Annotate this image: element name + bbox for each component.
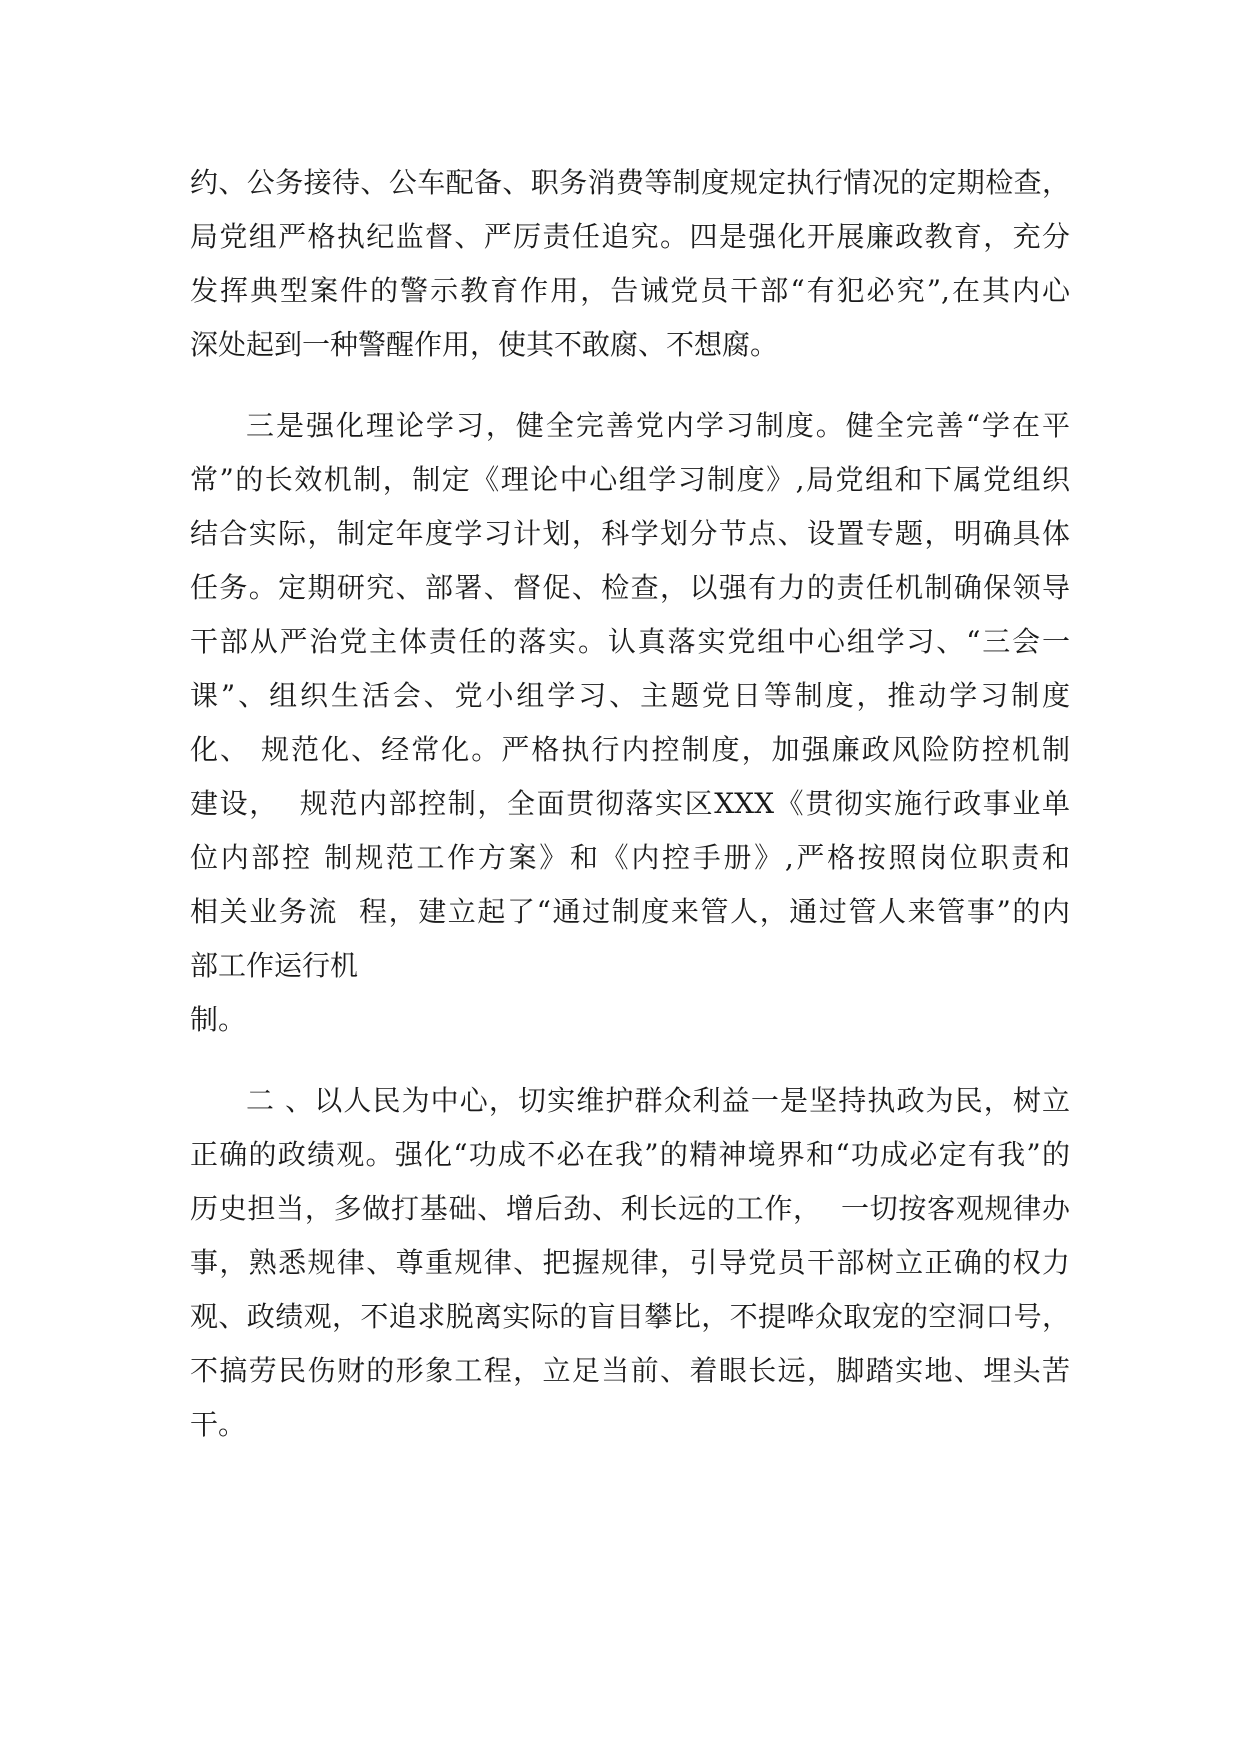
text-line: 不搞劳民伤财的形象工程，立足当前、着眼长远，脚踏实地、埋头苦 bbox=[190, 1354, 1070, 1387]
text-line: 位内部控 制规范工作方案》和《内控手册》,严格按照岗位职责和 bbox=[190, 841, 1070, 874]
text-line: 干部从严治党主体责任的落实。认真落实党组中心组学习、“三会一 bbox=[190, 625, 1070, 658]
text-line: 建设， 规范内部控制，全面贯彻落实区XXX《贯彻实施行政事业单 bbox=[190, 787, 1070, 820]
text-line: 发挥典型案件的警示教育作用，告诫党员干部“有犯必究”,在其内心 bbox=[190, 274, 1070, 307]
text-line: 常”的长效机制，制定《理论中心组学习制度》,局党组和下属党组织 bbox=[190, 463, 1070, 496]
text-line: 二 、以人民为中心，切实维护群众利益一是坚持执政为民，树立 bbox=[246, 1084, 1070, 1117]
text-line: 化、 规范化、经常化。严格执行内控制度，加强廉政风险防控机制 bbox=[190, 733, 1070, 766]
document-body bbox=[190, 156, 1070, 1479]
paragraph-2 bbox=[190, 399, 1070, 1047]
text-line: 事，熟悉规律、尊重规律、把握规律，引导党员干部树立正确的权力 bbox=[190, 1246, 1070, 1279]
text-line: 结合实际，制定年度学习计划，科学划分节点、设置专题，明确具体 bbox=[190, 517, 1070, 550]
text-line: 局党组严格执纪监督、严厉责任追究。四是强化开展廉政教育，充分 bbox=[190, 220, 1070, 253]
text-line: 任务。定期研究、部署、督促、检查，以强有力的责任机制确保领导 bbox=[190, 571, 1070, 604]
text-line: 深处起到一种警醒作用，使其不敢腐、不想腐。 bbox=[190, 328, 779, 361]
text-line: 三是强化理论学习，健全完善党内学习制度。健全完善“学在平 bbox=[246, 409, 1070, 442]
text-line: 课”、组织生活会、党小组学习、主题党日等制度，推动学习制度 bbox=[190, 679, 1070, 712]
text-line: 制。 bbox=[190, 1003, 247, 1036]
text-line: 正确的政绩观。强化“功成不必在我”的精神境界和“功成必定有我”的 bbox=[190, 1138, 1070, 1171]
paragraph-1 bbox=[190, 156, 1070, 372]
text-line: 干。 bbox=[190, 1408, 247, 1441]
text-line: 约、公务接待、公车配备、职务消费等制度规定执行情况的定期检查， bbox=[190, 166, 1070, 199]
text-line: 部工作运行机 bbox=[190, 949, 359, 982]
text-line: 观、政绩观，不追求脱离实际的盲目攀比，不提哗众取宠的空洞口号， bbox=[190, 1300, 1070, 1333]
text-line: 历史担当，多做打基础、增后劲、利长远的工作， 一切按客观规律办 bbox=[190, 1192, 1070, 1225]
text-line: 相关业务流 程，建立起了“通过制度来管人，通过管人来管事”的内 bbox=[190, 895, 1070, 928]
paragraph-3 bbox=[190, 1074, 1070, 1452]
